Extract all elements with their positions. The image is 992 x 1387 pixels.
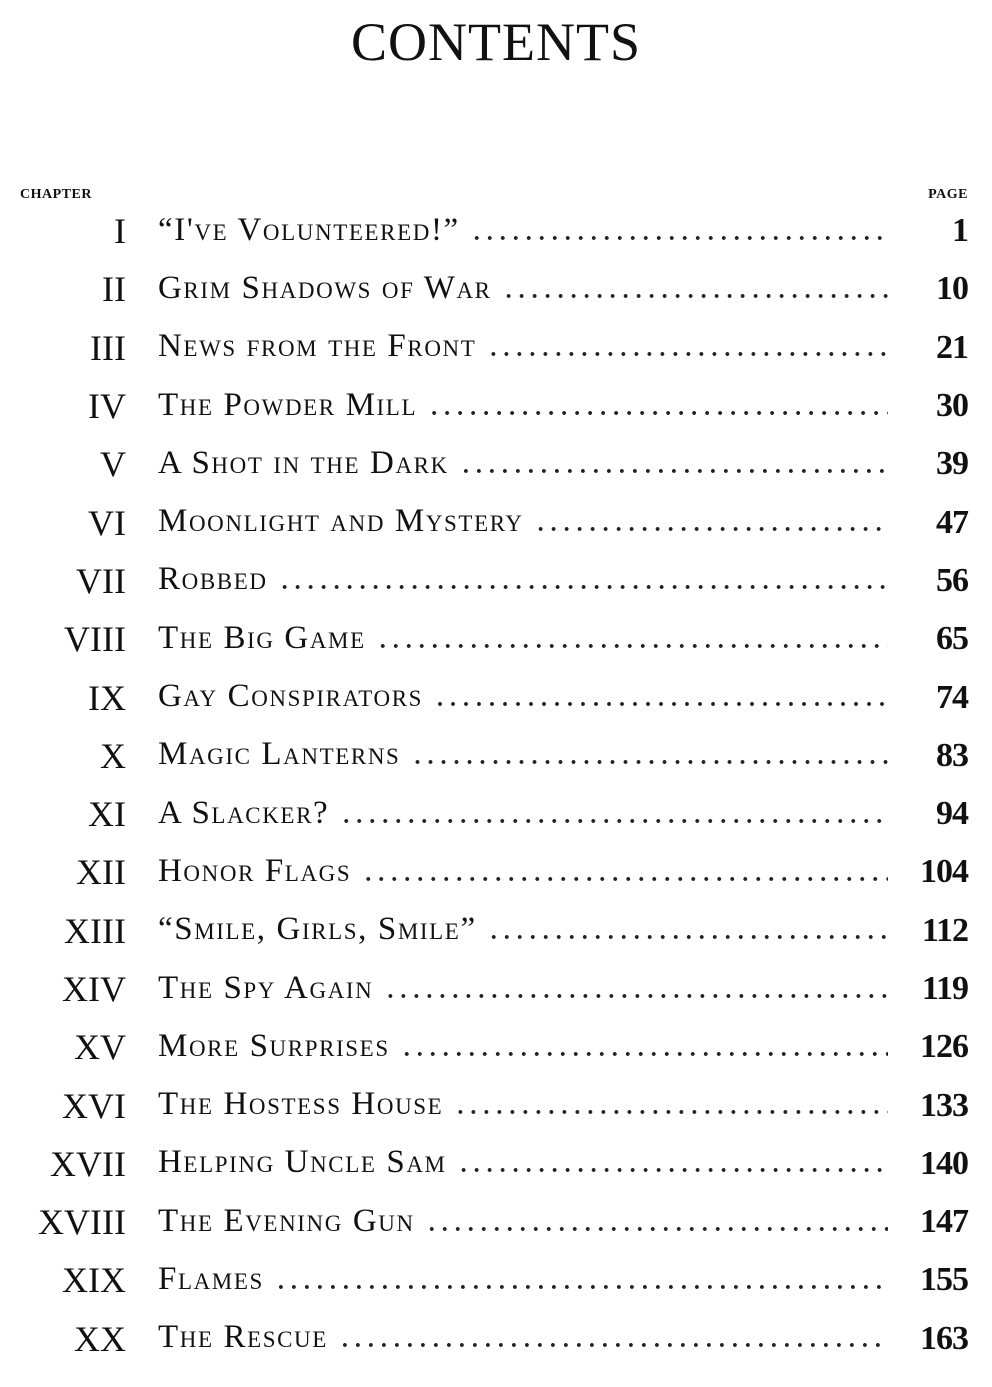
dot-leader xyxy=(431,379,888,437)
toc-entry[interactable] xyxy=(0,902,992,960)
page-number: 21 xyxy=(936,328,968,366)
chapter-title-wrap xyxy=(158,492,888,553)
chapter-title-link[interactable]: News from the Front xyxy=(158,328,477,365)
table-of-contents xyxy=(0,202,992,1368)
toc-entry[interactable] xyxy=(0,1018,992,1076)
chapter-number: I xyxy=(114,211,126,252)
page-number: 104 xyxy=(920,853,968,891)
toc-entry[interactable] xyxy=(0,202,992,260)
toc-entry[interactable] xyxy=(0,1251,992,1309)
toc-entry[interactable] xyxy=(0,668,992,726)
chapter-title-link[interactable]: Helping Uncle Sam xyxy=(158,1144,447,1181)
dot-leader xyxy=(414,728,888,786)
chapter-title-wrap xyxy=(158,900,888,961)
toc-entry[interactable] xyxy=(0,493,992,551)
dot-leader xyxy=(365,845,888,903)
chapter-title-wrap xyxy=(158,1192,888,1253)
chapter-title-link[interactable]: The Rescue xyxy=(158,1319,328,1356)
chapter-title-wrap xyxy=(158,784,888,845)
page-number: 126 xyxy=(920,1028,968,1066)
chapter-title-wrap xyxy=(158,667,888,728)
page-number: 56 xyxy=(936,561,968,599)
chapter-title-link[interactable]: Grim Shadows of War xyxy=(158,269,492,306)
dot-leader xyxy=(429,1195,888,1253)
page-number: 65 xyxy=(936,620,968,658)
chapter-number: XIV xyxy=(62,969,126,1009)
page-number: 74 xyxy=(936,678,968,716)
chapter-title-link[interactable]: Magic Lanterns xyxy=(158,736,401,773)
chapter-title-wrap xyxy=(158,725,888,786)
chapter-title-link[interactable]: The Spy Again xyxy=(158,969,374,1006)
toc-entry[interactable] xyxy=(0,319,992,377)
page-number: 155 xyxy=(920,1261,968,1299)
toc-entry[interactable] xyxy=(0,610,992,668)
toc-entry[interactable] xyxy=(0,960,992,1018)
chapter-number: III xyxy=(90,327,126,368)
dot-leader xyxy=(461,1136,888,1194)
chapter-title-wrap xyxy=(158,434,888,495)
toc-entry[interactable] xyxy=(0,1135,992,1193)
chapter-title-link[interactable]: The Powder Mill xyxy=(158,386,418,423)
chapter-number: XI xyxy=(88,794,126,835)
dot-leader xyxy=(342,1311,888,1369)
page-number: 119 xyxy=(921,970,968,1007)
chapter-title-wrap xyxy=(158,959,888,1020)
page-number: 30 xyxy=(936,387,968,425)
dot-leader xyxy=(490,320,888,378)
page-number: 94 xyxy=(936,795,968,833)
page-number: 10 xyxy=(936,270,968,308)
chapter-number: II xyxy=(102,269,126,310)
chapter-number: XIX xyxy=(62,1260,126,1301)
dot-leader xyxy=(343,787,888,845)
chapter-title-link[interactable]: The Big Game xyxy=(158,619,366,656)
chapter-number: XV xyxy=(74,1027,126,1068)
page-number: 133 xyxy=(920,1086,968,1124)
toc-entry[interactable] xyxy=(0,1076,992,1134)
chapter-column-header: chapter xyxy=(20,181,92,203)
toc-entry[interactable] xyxy=(0,727,992,785)
page-title: CONTENTS xyxy=(351,12,641,72)
toc-entry[interactable] xyxy=(0,435,992,493)
chapter-title-link[interactable]: A Slacker? xyxy=(158,794,330,831)
chapter-number: IX xyxy=(88,677,126,718)
chapter-title-wrap xyxy=(158,1250,888,1311)
chapter-number: XIII xyxy=(64,910,126,951)
dot-leader xyxy=(380,612,888,670)
chapter-title-wrap xyxy=(158,376,888,437)
dot-leader xyxy=(437,670,888,728)
chapter-number: XII xyxy=(76,852,126,893)
chapter-title-link[interactable]: Flames xyxy=(158,1260,264,1297)
chapter-title-wrap xyxy=(158,1017,888,1078)
dot-leader xyxy=(282,553,888,611)
chapter-number: XVI xyxy=(62,1085,126,1126)
page-number: 47 xyxy=(936,503,968,541)
chapter-title-wrap xyxy=(158,201,888,262)
dot-leader xyxy=(474,204,888,262)
toc-entry[interactable] xyxy=(0,260,992,318)
chapter-title-link[interactable]: A Shot in the Dark xyxy=(158,444,449,481)
chapter-title-link[interactable]: Robbed xyxy=(158,561,268,598)
chapter-title-wrap xyxy=(158,1133,888,1194)
chapter-number: V xyxy=(100,444,126,485)
chapter-title-wrap xyxy=(158,842,888,903)
chapter-number: XX xyxy=(74,1318,126,1359)
toc-entry[interactable] xyxy=(0,1193,992,1251)
page-number: 140 xyxy=(920,1144,968,1182)
page-number: 112 xyxy=(921,911,968,949)
chapter-title-wrap xyxy=(158,259,888,320)
dot-leader xyxy=(404,1020,888,1078)
page-number: 147 xyxy=(920,1203,968,1241)
chapter-title-link[interactable]: Honor Flags xyxy=(158,852,352,889)
dot-leader xyxy=(538,495,888,553)
page-number: 163 xyxy=(920,1319,968,1357)
chapter-title-link[interactable]: Moonlight and Mystery xyxy=(158,503,524,540)
chapter-title-link[interactable]: The Evening Gun xyxy=(158,1202,415,1239)
chapter-number: VII xyxy=(76,560,126,601)
page-column-header: page xyxy=(928,181,968,203)
page-number: 83 xyxy=(936,736,968,774)
toc-entry[interactable] xyxy=(0,843,992,901)
dot-leader xyxy=(387,962,888,1020)
chapter-title-link[interactable]: “Smile, Girls, Smile” xyxy=(158,911,477,948)
chapter-title-link[interactable]: The Hostess House xyxy=(158,1086,444,1123)
chapter-title-wrap xyxy=(158,1075,888,1136)
chapter-title-link[interactable]: More Surprises xyxy=(158,1027,390,1064)
toc-entry[interactable] xyxy=(0,552,992,610)
dot-leader xyxy=(506,262,888,320)
page-number: 1 xyxy=(952,212,968,250)
chapter-number: VIII xyxy=(64,619,126,660)
dot-leader xyxy=(491,903,888,961)
chapter-number: XVIII xyxy=(38,1202,126,1243)
chapter-title-wrap xyxy=(158,550,888,611)
chapter-title-wrap xyxy=(158,317,888,378)
chapter-title-wrap xyxy=(158,1308,888,1369)
dot-leader xyxy=(457,1078,888,1136)
chapter-title-link[interactable]: Gay Conspirators xyxy=(158,678,424,715)
chapter-number: XVII xyxy=(50,1143,126,1184)
chapter-number: X xyxy=(100,735,126,776)
dot-leader xyxy=(278,1253,888,1311)
toc-entry[interactable] xyxy=(0,785,992,843)
chapter-number: IV xyxy=(88,386,126,427)
toc-entry[interactable] xyxy=(0,1310,992,1368)
chapter-title-wrap xyxy=(158,609,888,670)
dot-leader xyxy=(463,437,888,495)
page-number: 39 xyxy=(936,445,968,483)
toc-entry[interactable] xyxy=(0,377,992,435)
chapter-title-link[interactable]: “I've Volunteered!” xyxy=(158,211,460,248)
chapter-number: VI xyxy=(88,502,126,543)
